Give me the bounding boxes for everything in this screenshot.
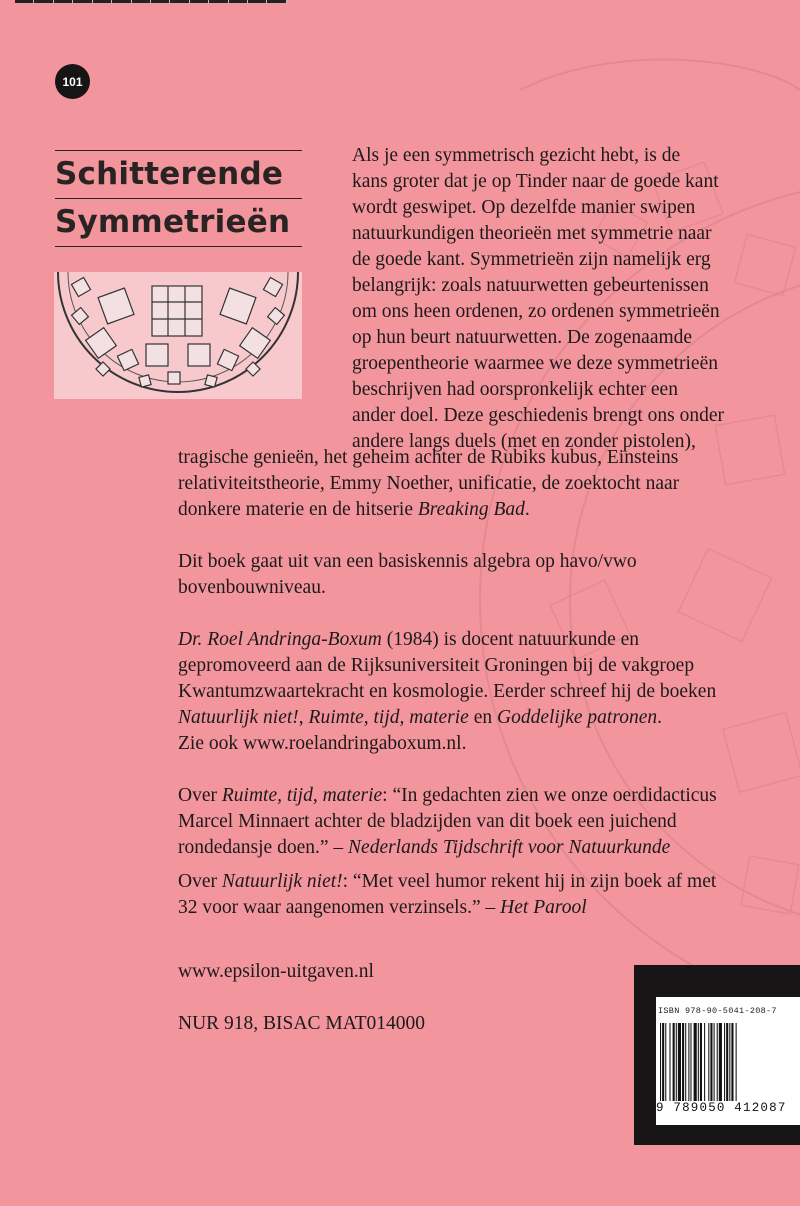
review-1-line [178, 783, 778, 809]
intro-line: kans groter dat je op Tinder naar de goede kant [352, 171, 719, 192]
book-title [55, 150, 302, 247]
author-line [178, 627, 778, 653]
review-quote: : “In gedachten zien we onze oerdidacticus [382, 785, 717, 806]
intro-text: donkere materie en de hitserie [178, 499, 418, 520]
intro-line: om ons heen ordenen, zo ordenen symmetrieën [352, 301, 720, 322]
intro-cont-line [178, 497, 778, 523]
author-line: Kwantumzwaartekracht en kosmologie. Eerder schreef hij de boeken [178, 681, 717, 702]
series-title: Breaking Bad [417, 499, 525, 520]
intro-line: op hun beurt natuurwetten. De zogenaamde [352, 327, 693, 348]
barcode-bar [731, 1023, 733, 1101]
barcode-bar [710, 1023, 712, 1101]
classification-codes: NUR 918, BISAC MAT014000 [178, 1013, 426, 1034]
barcode-bar [665, 1023, 666, 1101]
author-website-line: Zie ook www.roelandringaboxum.nl. [178, 733, 467, 754]
barcode-bar [690, 1023, 691, 1101]
barcode-bar [688, 1023, 689, 1101]
barcode-bar [704, 1023, 705, 1101]
publisher-website: www.epsilon-uitgaven.nl [178, 961, 374, 982]
book-title-1: Natuurlijk niet! [178, 707, 299, 728]
barcode-bar [669, 1023, 670, 1101]
review-1-line [178, 835, 778, 861]
intro-line: Als je een symmetrisch gezicht hebt, is de [352, 145, 681, 166]
isbn-barcode [656, 997, 800, 1125]
intro-line: wordt geswipet. Op dezelfde manier swipen [352, 197, 696, 218]
review-2-line [178, 869, 778, 895]
review-quote: : “Met veel humor rekent hij in zijn boek af met [342, 871, 717, 892]
review-2-line [178, 895, 778, 921]
barcode-bar [682, 1023, 684, 1101]
intro-end: . [524, 499, 530, 520]
title-line-1: Schitterende [55, 156, 284, 192]
prereq-line: bovenbouwniveau. [178, 577, 326, 598]
barcode-bar [700, 1023, 702, 1101]
review-over: Over [178, 871, 222, 892]
isbn-label: ISBN 978-90-5041-208-7 [658, 1006, 777, 1016]
barcode-bar [724, 1023, 725, 1101]
prereq-line: Dit boek gaat uit van een basiskennis algebra op havo/vwo [178, 551, 637, 572]
intro-line: groepentheorie waarmee we deze symmetrieën [352, 353, 718, 374]
barcode-bar [685, 1023, 686, 1101]
barcode-bar [660, 1023, 661, 1101]
barcode-bar [694, 1023, 697, 1101]
barcode-bar [698, 1023, 699, 1101]
barcode-bar [676, 1023, 677, 1101]
review-source: Het Parool [500, 897, 587, 918]
title-line-2: Symmetrieën [55, 204, 291, 240]
review-book: Natuurlijk niet! [221, 871, 343, 892]
barcode-bar [729, 1023, 730, 1101]
title-rule-bottom [55, 246, 302, 247]
barcode-bar [719, 1023, 722, 1101]
intro-line: beschrijven had oorspronkelijk echter een [352, 379, 678, 400]
intro-line: de goede kant. Symmetrieën zijn namelijk erg [352, 249, 711, 270]
separator: en [468, 707, 497, 728]
intro-line: ander doel. Deze geschiedenis brengt ons onder [352, 405, 724, 426]
barcode-bars [660, 1023, 800, 1101]
author-bio: (1984) is docent natuurkunde en [381, 629, 640, 650]
book-title-2: Ruimte, tijd, materie [308, 707, 469, 728]
barcode-bar [736, 1023, 737, 1101]
main-text [178, 445, 778, 921]
review-source: Nederlands Tijdschrift voor Natuurkunde [348, 837, 671, 858]
review-1-line: Marcel Minnaert achter de bladzijden van dit boek een juichend [178, 811, 677, 832]
author-name: Dr. Roel Andringa-Boxum [178, 629, 382, 650]
barcode-bar [714, 1023, 715, 1101]
book-title-3: Goddelijke patronen [497, 707, 658, 728]
intro-cont-line: relativiteitstheorie, Emmy Noether, unificatie, de zoektocht naar [178, 473, 680, 494]
intro-paragraph [352, 143, 772, 455]
review-quote-end: 32 voor waar aangenomen verzinsels.” – [178, 897, 501, 918]
barcode-bar [678, 1023, 681, 1101]
intro-cont-line: tragische genieën, het geheim achter de Rubiks kubus, Einsteins [178, 447, 679, 468]
top-edge-strip [15, 0, 287, 3]
barcode-bar [717, 1023, 718, 1101]
page-number-badge: 101 [55, 64, 90, 99]
review-over: Over [178, 785, 222, 806]
period: . [657, 707, 662, 728]
cover-thumbnail-cubes [54, 272, 302, 399]
barcode-bar [673, 1023, 675, 1101]
barcode-bar [662, 1023, 664, 1101]
intro-line: andere langs duels (met en zonder pistolen), [352, 431, 696, 452]
intro-line: belangrijk: zoals natuurwetten gebeurtenissen [352, 275, 709, 296]
barcode-bar [726, 1023, 728, 1101]
barcode-bar [708, 1023, 709, 1101]
review-book: Ruimte, tijd, materie [221, 785, 383, 806]
separator: , [298, 707, 309, 728]
review-quote-end: rondedansje doen.” – [178, 837, 349, 858]
author-books-line [178, 705, 778, 731]
author-line: gepromoveerd aan de Rijksuniversiteit Groningen bij de vakgroep [178, 655, 695, 676]
isbn-digits: 9 789050 412087 [656, 1101, 787, 1115]
intro-line: natuurkundigen theorieën met symmetrie naar [352, 223, 712, 244]
